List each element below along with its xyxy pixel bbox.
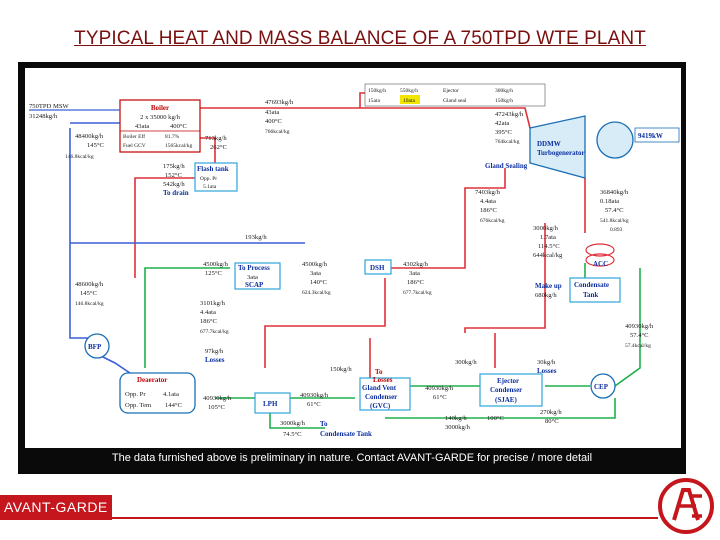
fuel-gcv-label: Fuel GCV [123, 143, 146, 149]
scap-temp: 125°C [205, 270, 222, 277]
gvc-top2: Losses [373, 376, 393, 384]
gvc-in-flow: 40930kg/h [300, 392, 329, 399]
page-title: TYPICAL HEAT AND MASS BALANCE OF A 750TPD WTE PLANT [74, 28, 646, 49]
exhaust-dryness: 0.893 [610, 227, 623, 233]
gvc-in-temp: 61°C [307, 401, 321, 408]
msw-input-flow: 31248kg/h [29, 113, 58, 120]
fuel-gcv-value: 1565kcal/kg [165, 143, 193, 149]
condensate-main-temp: 57.4°C [630, 332, 649, 339]
lph-in-temp: 105°C [208, 404, 225, 411]
heat-mass-balance-diagram [25, 68, 681, 448]
flash-to-drain: To drain [163, 189, 189, 197]
boiler-vent-flow: 193kg/h [245, 234, 267, 241]
dsh-feed-temp: 186°C [407, 279, 424, 286]
makeup-label: Make up [535, 282, 562, 290]
flash-out-flow: 542kg/h [163, 181, 185, 188]
blowdown-flow: 713kg/h [205, 135, 227, 142]
sjae-losses-label: Losses [537, 367, 557, 375]
drain-return-flow: 140kg/h [445, 415, 467, 422]
scap-label1: To Process [238, 264, 270, 272]
steam-main-temp: 400°C [265, 118, 282, 125]
boiler-eff-value: 81.7% [165, 134, 180, 140]
condensate-tank-label1: Condensate [574, 281, 610, 289]
drain-return-temp: 100°C [487, 415, 504, 422]
exhaust-pressure: 0.18ata [600, 198, 620, 205]
ejector-r1c4: 300kg/h [495, 88, 514, 94]
ejector-r1c2: 550kg/h [400, 88, 419, 94]
deaerator-p-value: 4.1ata [163, 391, 179, 398]
extraction-temp: 186°C [480, 207, 497, 214]
dsh-label: DSH [370, 264, 385, 272]
makeup-flow: 680kg/h [535, 292, 557, 299]
acc-steam-flow: 3000kg/h [533, 225, 558, 232]
scap-label2: 3ata [247, 274, 258, 281]
bfp-flow: 48600kg/h [75, 281, 104, 288]
exhaust-temp: 57.4°C [605, 207, 624, 214]
dsh-in-flow: 4500kg/h [302, 261, 327, 268]
dsh-in-temp: 140°C [310, 279, 327, 286]
lph-in-flow: 40930kg/h [203, 395, 232, 402]
sjae-label3: (SJAE) [495, 396, 517, 404]
deaerator-steam-pressure: 4.4ata [200, 309, 216, 316]
dsh-in-pressure: 3ata [310, 270, 321, 277]
exhaust-enthalpy: 541.8kcal/kg [600, 218, 629, 224]
condensate-main-flow: 40930kg/h [625, 323, 654, 330]
lph-label: LPH [263, 400, 278, 408]
condensate-tank-label2: Tank [583, 291, 599, 299]
dsh-feed-pressure: 3ata [409, 270, 420, 277]
gvc-top1: To [375, 368, 383, 376]
gvc-steam-flow: 150kg/h [330, 366, 352, 373]
turbine-inlet-flow: 47243kg/h [495, 111, 524, 118]
flash-tank-press-value: 5.1ata [203, 184, 217, 190]
dsh-feed-enthalpy: 677.7kcal/kg [403, 290, 432, 296]
flash-temp: 152°C [165, 172, 182, 179]
gland-sealing-label: Gland Sealing [485, 162, 528, 170]
acc-label: ACC [593, 260, 609, 268]
turbine-inlet-enthalpy: 764kcal/kg [495, 139, 520, 145]
ejector-r1c1: 150kg/h [368, 88, 387, 94]
steam-main-flow: 47693kg/h [265, 99, 294, 106]
ejector-r2c2: 10ata [403, 98, 415, 104]
generator-output: 9419kW [638, 132, 663, 140]
ejector-r2c3: Gland seal [443, 98, 467, 104]
cep-label: CEP [594, 383, 608, 391]
deaerator-label: Deaerator [137, 376, 168, 384]
sjae-label2: Condenser [490, 386, 523, 394]
lph-out-to: To [320, 420, 328, 428]
feed-boiler-flow: 48400kg/h [75, 133, 104, 140]
deaerator-losses-flow: 97kg/h [205, 348, 224, 355]
footer-brand-text: AVANT-GARDE [4, 499, 108, 515]
scap-flow: 4500kg/h [203, 261, 228, 268]
flash-in-flow: 175kg/h [163, 163, 185, 170]
deaerator-p-label: Opp. Pr [125, 391, 146, 398]
ejector-r1c3: Ejector [443, 88, 459, 94]
blowdown-temp: 262°C [210, 144, 227, 151]
bfp-temp: 145°C [80, 290, 97, 297]
flash-tank-press-label: Opp. Pr [200, 176, 218, 182]
lph-out-temp: 74.5°C [283, 431, 302, 438]
sjae-in-flow: 40930kg/h [425, 385, 454, 392]
diagram-svg [25, 68, 681, 448]
generator-symbol [597, 122, 633, 158]
flash-tank-label: Flash tank [197, 165, 229, 173]
cep-recirc-temp: 80°C [545, 418, 559, 425]
boiler-spec2b: 400°C [170, 123, 187, 130]
exhaust-flow: 36840kg/h [600, 189, 629, 196]
turbine-inlet-pressure: 42ata [495, 120, 510, 127]
cep-recirc-flow: 270kg/h [540, 409, 562, 416]
condensate-main-enthalpy: 57.4kcal/kg [625, 343, 651, 349]
msw-input-label: 750TPD MSW [29, 103, 69, 110]
turbine-inlet-temp: 395°C [495, 129, 512, 136]
boiler-eff-label: Boiler Eff [123, 134, 146, 140]
boiler-label: Boiler [150, 104, 170, 112]
ejector-r2c1: 15ata [368, 98, 380, 104]
dsh-in-enthalpy: 624.3kcal/kg [302, 290, 331, 296]
acc-steam-temp: 114.5°C [538, 243, 560, 250]
extraction-pressure: 4.4ata [480, 198, 496, 205]
acc-steam-line [465, 223, 545, 333]
turbogenerator-label1: DDMW [537, 140, 561, 148]
company-logo [656, 476, 716, 536]
feed-boiler-temp: 145°C [87, 142, 104, 149]
feed-boiler-enthalpy: 146.8kcal/kg [65, 154, 94, 160]
bfp-label: BFP [88, 343, 102, 351]
acc-steam-pressure: 1.7ata [540, 234, 556, 241]
main-steam-line [200, 108, 530, 128]
sjae-losses-flow: 30kg/h [537, 359, 556, 366]
lph-out-flow: 3000kg/h [280, 420, 305, 427]
extraction-enthalpy: 676kcal/kg [480, 218, 505, 224]
sjae-in-temp: 61°C [433, 394, 447, 401]
sjae-label1: Ejector [497, 377, 520, 385]
deaerator-t-label: Opp. Tem [125, 402, 152, 409]
steam-main-pressure: 43ata [265, 109, 280, 116]
deaerator-steam-temp: 186°C [200, 318, 217, 325]
boiler-spec2a: 43ata [135, 123, 150, 130]
deaerator-steam-enthalpy: 677.7kcal/kg [200, 329, 229, 335]
turbogenerator-label2: Turbogenerator [537, 149, 585, 157]
dsh-feed-flow: 4302kg/h [403, 261, 428, 268]
steam-main-enthalpy: 766kcal/kg [265, 129, 290, 135]
gvc-label1: Gland Vent [362, 384, 397, 392]
ejector-r2c4: 150kg/h [495, 98, 514, 104]
drain-return-flow2: 3000kg/h [445, 424, 470, 431]
extraction-flow: 7403kg/h [475, 189, 500, 196]
deaerator-steam-flow: 3101kg/h [200, 300, 225, 307]
boiler-spec1: 2 x 35000 kg/h [140, 114, 180, 121]
disclaimer-note: The data furnished above is preliminary in nature. Contact AVANT-GARDE for precise / more detail [111, 452, 593, 464]
lph-out-dest: Condensate Tank [320, 430, 372, 438]
acc-steam-enthalpy: 644kcal/kg [533, 252, 563, 259]
footer-rule [112, 517, 658, 519]
gvc-label3: (GVC) [370, 402, 391, 410]
scap-label3: SCAP [245, 281, 264, 289]
deaerator-t-value: 144°C [165, 402, 182, 409]
sjae-steam-flow: 300kg/h [455, 359, 477, 366]
gvc-label2: Condenser [365, 393, 398, 401]
bfp-enthalpy: 146.8kcal/kg [75, 301, 104, 307]
deaerator-losses-label: Losses [205, 356, 225, 364]
